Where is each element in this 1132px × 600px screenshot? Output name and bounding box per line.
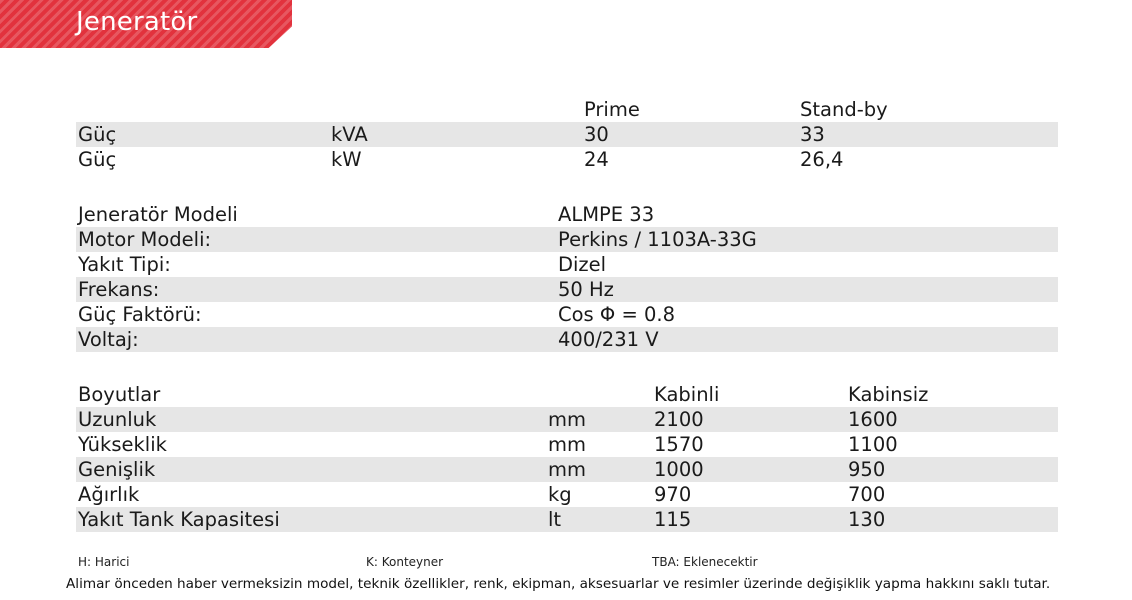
dimensions-header-row [76,382,1058,407]
page-title: Jeneratör [76,7,198,37]
cabin-header: Kabinli [654,383,720,406]
spec-label: Güç Faktörü: [78,303,202,326]
table-row [76,122,1058,147]
power-header-row [76,97,1058,122]
spec-value: 400/231 V [558,328,659,351]
no-cabin-value: 130 [848,508,886,531]
prime-header: Prime [584,98,640,121]
table-row [76,457,1058,482]
dimension-label: Yükseklik [78,433,167,456]
power-standby-value: 33 [800,123,825,146]
dimension-label: Ağırlık [78,483,140,506]
spec-value: Perkins / 1103A-33G [558,228,757,251]
table-row [76,147,1058,172]
spec-value: Cos Φ = 0.8 [558,303,675,326]
power-unit: kW [331,148,362,171]
legend-tba: TBA: Eklenecektir [652,555,758,569]
power-label: Güç [78,148,117,171]
spec-value: Dizel [558,253,607,276]
no-cabin-value: 1100 [848,433,898,456]
spec-value: 50 Hz [558,278,614,301]
spec-label: Voltaj: [78,328,139,351]
table-row [76,407,1058,432]
dimensions-header: Boyutlar [78,383,161,406]
cabin-value: 1570 [654,433,704,456]
power-table [76,97,1058,172]
standby-header: Stand-by [800,98,888,121]
table-row [76,252,1058,277]
legend-container: K: Konteyner [366,555,444,569]
spec-label: Yakıt Tipi: [78,253,171,276]
cabin-value: 970 [654,483,692,506]
table-row [76,302,1058,327]
dimensions-table [76,382,1058,532]
cabin-value: 2100 [654,408,704,431]
table-row [76,277,1058,302]
disclaimer-text: Alimar önceden haber vermeksizin model, teknik özellikler, renk, ekipman, aksesuarlar ve resimler üzerinde değişiklik yapma hakkını saklı tutar. [66,576,1051,592]
spec-label: Motor Modeli: [78,228,212,251]
power-label: Güç [78,123,117,146]
no-cabin-value: 950 [848,458,886,481]
table-row [76,432,1058,457]
no-cabin-value: 700 [848,483,886,506]
table-row [76,327,1058,352]
power-prime-value: 24 [584,148,609,171]
cabin-value: 1000 [654,458,704,481]
cabin-value: 115 [654,508,692,531]
spec-label: Jeneratör Modeli [78,203,238,226]
no-cabin-header: Kabinsiz [848,383,929,406]
table-row [76,202,1058,227]
dimension-unit: mm [548,408,586,431]
dimension-unit: lt [548,508,562,531]
dimension-label: Genişlik [78,458,156,481]
legend-external: H: Harici [78,555,130,569]
table-row [76,482,1058,507]
dimension-unit: mm [548,458,586,481]
power-standby-value: 26,4 [800,148,844,171]
dimension-unit: mm [548,433,586,456]
table-row [76,227,1058,252]
spec-label: Frekans: [78,278,160,301]
specs-table [76,202,1058,352]
dimension-label: Yakıt Tank Kapasitesi [78,508,280,531]
table-row [76,507,1058,532]
dimension-label: Uzunluk [78,408,157,431]
dimension-unit: kg [548,483,572,506]
no-cabin-value: 1600 [848,408,898,431]
power-unit: kVA [331,123,368,146]
spec-value: ALMPE 33 [558,203,655,226]
power-prime-value: 30 [584,123,609,146]
